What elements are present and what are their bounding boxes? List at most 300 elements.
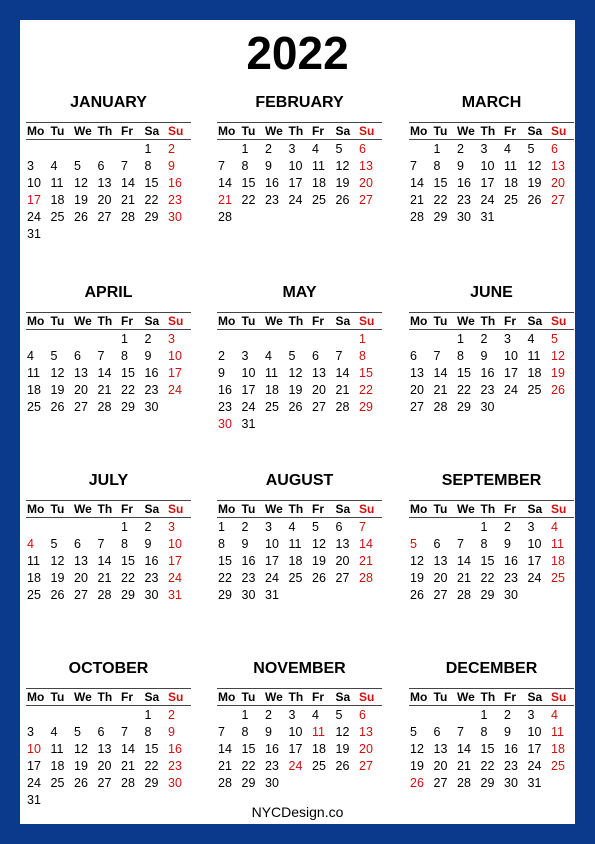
day-cell: 13 [410,366,424,380]
day-cell: 20 [359,176,373,190]
day-cell: 16 [504,742,518,756]
day-cell: 24 [480,193,495,207]
month-may [217,282,382,433]
day-cell: 4 [288,520,296,534]
weekday-label: Tu [433,502,448,516]
day-cell: 18 [551,554,565,568]
day-cell: 12 [312,537,326,551]
empty-cell [217,707,241,724]
day-cell: 22 [457,383,471,397]
month-name: JULY [88,472,129,489]
day-cell: 17 [168,366,182,380]
day-cell: 25 [27,588,41,602]
day-cell: 5 [335,708,343,722]
weekday-label: Fr [121,690,133,704]
day-cell: 18 [50,759,65,773]
day-cell: 27 [551,193,565,207]
day-cell: 4 [265,349,272,363]
day-cell: 10 [288,725,303,739]
day-cell: 23 [480,383,495,397]
day-cell: 4 [50,725,58,739]
day-cell: 18 [265,383,279,397]
day-cell: 1 [121,520,128,534]
day-cell: 12 [527,159,542,173]
day-cell: 16 [144,554,159,568]
day-cell: 29 [457,400,471,414]
day-cell: 20 [551,176,565,190]
day-cell: 17 [480,176,495,190]
weekday-label: Fr [312,502,324,516]
day-cell: 24 [504,383,518,397]
weekday-label: Su [168,690,184,704]
day-cell: 14 [433,366,448,380]
day-cell: 10 [288,159,303,173]
day-cell: 29 [241,776,256,790]
day-cell: 21 [410,193,424,207]
day-cell: 19 [410,571,424,585]
day-cell: 3 [527,520,535,534]
day-cell: 1 [433,142,441,156]
empty-cell [120,707,144,724]
day-cell: 14 [121,176,135,190]
day-cell: 24 [527,571,542,585]
day-cell: 28 [121,210,135,224]
day-cell: 9 [480,349,488,363]
day-cell: 8 [457,349,464,363]
weekday-label: We [457,124,475,138]
day-cell: 20 [74,383,88,397]
day-cell: 11 [527,349,541,363]
day-cell: 24 [168,383,182,397]
day-cell: 26 [410,776,424,790]
day-cell: 16 [504,554,518,568]
day-cell: 5 [551,332,558,346]
day-cell: 16 [265,742,279,756]
weekday-label: Mo [218,690,236,704]
day-cell: 12 [551,349,565,363]
day-cell: 7 [97,537,105,551]
weekday-label: We [74,314,92,328]
day-cell: 3 [241,349,249,363]
weekday-label: Sa [144,124,160,138]
day-cell: 10 [527,725,542,739]
day-cell: 6 [74,349,81,363]
day-cell: 7 [433,349,441,363]
empty-cell [288,331,312,348]
weekday-header [217,500,382,518]
weekday-label: Mo [27,502,45,516]
day-cell: 17 [241,383,256,397]
day-cell: 11 [312,725,325,739]
day-cell: 17 [27,759,41,773]
day-cell: 29 [433,210,448,224]
day-cell: 21 [218,193,232,207]
day-cell: 1 [144,142,152,156]
day-cell: 11 [288,537,302,551]
day-cell: 23 [168,759,182,773]
calendar-page [20,20,575,824]
day-cell: 25 [312,193,326,207]
day-cell: 20 [335,554,350,568]
day-cell: 12 [288,366,303,380]
day-cell: 11 [27,554,40,568]
weekday-label: Th [97,502,113,516]
weekday-label: Mo [410,690,428,704]
day-cell: 3 [504,332,511,346]
day-cell: 26 [312,571,326,585]
day-cell: 29 [218,588,232,602]
day-cell: 24 [288,193,303,207]
day-cell: 16 [144,366,159,380]
day-cell: 16 [265,176,279,190]
weekday-label: Fr [121,314,133,328]
day-cell: 8 [121,537,128,551]
day-cell: 14 [97,366,112,380]
day-cell: 19 [527,176,542,190]
day-cell: 24 [168,571,182,585]
day-cell: 3 [168,520,175,534]
day-cell: 27 [97,776,112,790]
day-cell: 28 [335,400,350,414]
day-cell: 7 [218,725,225,739]
day-cell: 1 [144,708,152,722]
weekday-header [409,312,574,330]
day-cell: 18 [504,176,518,190]
day-cell: 15 [433,176,448,190]
day-cell: 23 [457,193,471,207]
day-cell: 26 [74,210,88,224]
weekday-label: Sa [527,502,543,516]
day-cell: 9 [218,366,225,380]
day-cell: 28 [410,210,424,224]
day-cell: 4 [551,708,558,722]
day-cell: 17 [527,742,542,756]
day-grid [26,141,191,243]
empty-cell [73,707,97,724]
month-name: OCTOBER [68,660,149,677]
day-cell: 7 [410,159,417,173]
day-cell: 21 [359,554,373,568]
day-cell: 11 [551,725,564,739]
empty-cell [26,707,50,724]
day-cell: 9 [504,537,511,551]
day-cell: 10 [27,742,41,756]
day-cell: 24 [527,759,542,773]
weekday-label: We [457,690,475,704]
day-cell: 6 [74,537,81,551]
empty-cell [217,331,241,348]
day-cell: 27 [312,400,326,414]
day-cell: 20 [97,193,112,207]
day-cell: 1 [480,520,488,534]
day-cell: 29 [480,776,495,790]
day-cell: 14 [457,742,471,756]
day-cell: 22 [121,383,135,397]
day-cell: 5 [335,142,343,156]
day-cell: 28 [121,776,135,790]
month-february [217,92,382,226]
day-cell: 1 [218,520,225,534]
weekday-label: Tu [241,124,256,138]
day-cell: 31 [168,588,182,602]
day-cell: 23 [241,571,256,585]
day-cell: 15 [457,366,471,380]
day-cell: 10 [265,537,279,551]
day-cell: 3 [265,520,272,534]
day-grid [409,519,574,604]
day-cell: 25 [50,210,65,224]
weekday-label: We [265,690,283,704]
day-cell: 30 [218,417,232,431]
day-grid [409,707,574,792]
weekday-label: Th [288,124,304,138]
weekday-label: Su [551,502,567,516]
day-cell: 5 [50,349,58,363]
day-cell: 29 [480,588,495,602]
day-cell: 10 [480,159,495,173]
day-cell: 20 [312,383,326,397]
day-cell: 4 [312,708,319,722]
weekday-label: Th [480,314,496,328]
day-cell: 3 [480,142,488,156]
day-cell: 19 [335,176,350,190]
day-cell: 1 [241,708,249,722]
day-cell: 4 [527,332,535,346]
day-cell: 16 [241,554,256,568]
day-cell: 11 [50,176,64,190]
month-name: JANUARY [70,94,147,111]
empty-cell [409,707,433,724]
day-cell: 3 [27,159,34,173]
weekday-label: Tu [433,314,448,328]
day-cell: 7 [121,159,128,173]
weekday-label: Su [551,314,567,328]
empty-cell [97,519,121,536]
month-name: DECEMBER [445,660,538,677]
empty-cell [50,707,74,724]
day-cell: 8 [144,159,152,173]
day-cell: 14 [457,554,471,568]
day-cell: 2 [241,520,249,534]
day-cell: 29 [359,400,373,414]
month-november [217,658,382,792]
day-cell: 8 [359,349,366,363]
day-cell: 15 [480,554,495,568]
month-name: APRIL [84,284,133,301]
weekday-label: Sa [335,690,351,704]
day-cell: 21 [335,383,350,397]
day-cell: 25 [551,759,565,773]
day-cell: 21 [457,759,471,773]
day-cell: 7 [335,349,343,363]
empty-cell [456,519,480,536]
weekday-label: Mo [218,502,236,516]
day-cell: 30 [168,210,182,224]
day-cell: 24 [265,571,279,585]
day-cell: 15 [121,366,135,380]
month-august [217,470,382,604]
day-cell: 14 [218,176,232,190]
day-cell: 1 [480,708,488,722]
day-cell: 15 [218,554,232,568]
day-cell: 28 [457,588,471,602]
day-cell: 5 [312,520,319,534]
day-cell: 23 [144,383,159,397]
day-cell: 11 [312,159,325,173]
day-cell: 7 [218,159,225,173]
day-cell: 29 [121,588,135,602]
day-cell: 2 [504,520,511,534]
day-cell: 20 [433,759,448,773]
day-grid [409,331,574,416]
day-cell: 21 [457,571,471,585]
day-cell: 9 [144,349,152,363]
month-october [26,658,191,809]
weekday-label: Sa [335,314,351,328]
day-cell: 8 [121,349,128,363]
weekday-header [409,500,574,518]
day-cell: 6 [312,349,319,363]
weekday-label: Mo [218,124,236,138]
day-cell: 22 [480,571,495,585]
day-cell: 12 [335,159,350,173]
day-cell: 14 [335,366,350,380]
weekday-label: Su [168,314,184,328]
weekday-label: Fr [312,690,324,704]
day-cell: 29 [121,400,135,414]
empty-cell [217,141,241,158]
weekday-label: Su [359,502,375,516]
weekday-header [217,688,382,706]
day-cell: 26 [50,400,65,414]
empty-cell [50,141,74,158]
weekday-label: Fr [121,124,133,138]
month-june [409,282,574,416]
day-cell: 8 [218,537,225,551]
day-cell: 6 [433,725,441,739]
weekday-label: Mo [410,502,428,516]
day-cell: 6 [97,725,105,739]
month-name: MARCH [461,94,522,111]
day-cell: 15 [480,742,495,756]
weekday-label: Tu [50,690,65,704]
day-cell: 11 [50,742,64,756]
day-cell: 28 [218,776,232,790]
empty-cell [264,331,288,348]
day-cell: 8 [433,159,441,173]
day-cell: 9 [144,537,152,551]
day-cell: 25 [312,759,326,773]
day-cell: 23 [168,193,182,207]
day-cell: 18 [527,366,542,380]
day-cell: 27 [74,588,88,602]
day-cell: 24 [27,776,41,790]
empty-cell [409,331,433,348]
day-cell: 21 [121,759,135,773]
day-cell: 13 [551,159,565,173]
day-cell: 7 [121,725,128,739]
empty-cell [311,331,335,348]
day-cell: 6 [335,520,343,534]
day-cell: 22 [144,193,159,207]
weekday-label: Th [288,502,304,516]
day-cell: 15 [144,742,159,756]
day-cell: 28 [359,571,373,585]
weekday-label: Tu [433,690,448,704]
empty-cell [120,141,144,158]
empty-cell [456,707,480,724]
day-cell: 9 [168,159,175,173]
day-cell: 4 [27,349,34,363]
weekday-label: Tu [50,124,65,138]
day-cell: 27 [359,193,373,207]
day-cell: 18 [50,193,65,207]
weekday-label: Su [551,690,567,704]
weekday-label: Tu [433,124,448,138]
weekday-label: Tu [241,690,256,704]
month-april [26,282,191,416]
weekday-label: Fr [504,314,516,328]
day-cell: 7 [457,725,464,739]
day-cell: 15 [241,176,256,190]
day-cell: 16 [168,742,182,756]
day-cell: 15 [121,554,135,568]
weekday-label: Sa [335,502,351,516]
day-cell: 13 [74,554,88,568]
day-grid [217,707,382,792]
day-cell: 21 [97,571,112,585]
day-cell: 5 [410,537,417,551]
day-cell: 29 [144,210,159,224]
day-cell: 12 [50,554,65,568]
day-cell: 4 [27,537,34,551]
day-cell: 19 [335,742,350,756]
weekday-label: Th [288,690,304,704]
day-cell: 22 [241,759,256,773]
day-cell: 22 [480,759,495,773]
day-cell: 15 [359,366,373,380]
day-cell: 26 [335,193,350,207]
day-grid [217,141,382,226]
day-cell: 25 [27,400,41,414]
day-cell: 22 [121,571,135,585]
day-cell: 26 [74,776,88,790]
weekday-label: Fr [504,124,516,138]
day-cell: 30 [168,776,182,790]
day-cell: 6 [359,708,366,722]
day-cell: 10 [168,349,182,363]
day-cell: 19 [551,366,565,380]
day-cell: 21 [433,383,448,397]
day-cell: 2 [457,142,464,156]
day-cell: 27 [335,571,350,585]
empty-cell [433,519,457,536]
weekday-header [26,500,191,518]
empty-cell [26,519,50,536]
day-grid [26,519,191,604]
day-cell: 18 [27,571,41,585]
day-cell: 23 [265,193,279,207]
weekday-label: Tu [241,314,256,328]
empty-cell [26,331,50,348]
day-cell: 21 [218,759,232,773]
day-cell: 8 [144,725,152,739]
day-cell: 13 [97,176,112,190]
day-cell: 7 [359,520,366,534]
day-cell: 26 [527,193,542,207]
day-cell: 15 [144,176,159,190]
month-january [26,92,191,243]
